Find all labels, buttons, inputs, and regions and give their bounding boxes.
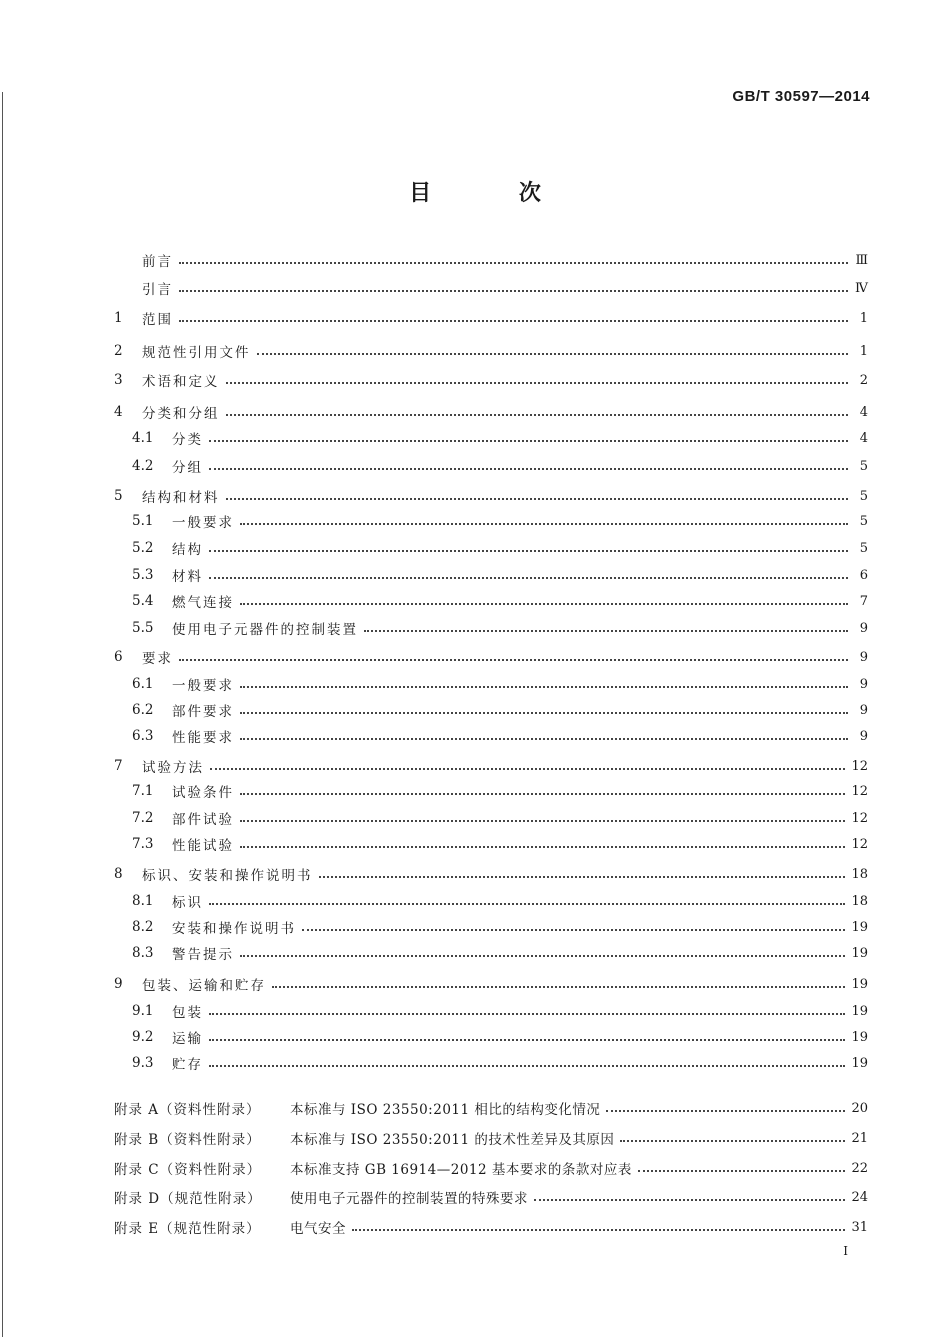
- dot-leader: [209, 439, 848, 442]
- toc-entry[interactable]: [114, 590, 868, 612]
- dot-leader: [179, 658, 848, 661]
- toc-entry-title: 部件试验: [172, 812, 234, 828]
- dot-leader: [240, 522, 848, 525]
- toc-entry-page: 9: [859, 649, 868, 665]
- dot-leader: [240, 954, 845, 957]
- toc-entry-page: 18: [851, 893, 868, 909]
- standard-code: GB/T 30597—2014: [732, 88, 870, 105]
- dot-leader: [352, 1228, 845, 1231]
- toc-entry-number: 2: [114, 343, 123, 359]
- dot-leader: [240, 792, 845, 795]
- dot-leader: [272, 985, 845, 988]
- appendix-page: 21: [851, 1130, 868, 1146]
- toc-entry[interactable]: [114, 401, 868, 423]
- toc-entry[interactable]: [114, 510, 868, 532]
- toc-entry-number: 7.3: [132, 836, 154, 852]
- toc-entry[interactable]: [114, 249, 868, 271]
- toc-entry[interactable]: [114, 916, 868, 938]
- toc-entry-title: 燃气连接: [172, 595, 234, 611]
- toc-entry-title: 要求: [142, 651, 173, 667]
- dot-leader: [209, 1038, 845, 1041]
- toc-entry-page: 12: [851, 758, 868, 774]
- toc-entry[interactable]: [114, 369, 868, 391]
- toc-entry-title: 前言: [142, 254, 173, 270]
- toc-entry-title: 分类: [172, 432, 203, 448]
- dot-leader: [364, 629, 848, 632]
- toc-entry[interactable]: [114, 485, 868, 507]
- toc-entry-title: 分类和分组: [142, 406, 220, 422]
- toc-entry-title: 部件要求: [172, 704, 234, 720]
- toc-entry-title: 性能要求: [172, 730, 234, 746]
- dot-leader: [240, 845, 845, 848]
- toc-entry[interactable]: [114, 673, 868, 695]
- toc-entry[interactable]: [114, 277, 868, 299]
- toc-entry-page: 9: [859, 728, 868, 744]
- toc-entry-number: 1: [114, 310, 123, 326]
- dot-leader: [226, 381, 849, 384]
- toc-entry-page: 19: [851, 1003, 868, 1019]
- toc-appendix-entry[interactable]: [114, 1097, 868, 1119]
- appendix-label: 附录 B（资料性附录）: [114, 1132, 261, 1148]
- toc-entry-page: 5: [859, 458, 868, 474]
- toc-entry-page: 19: [851, 919, 868, 935]
- toc-entry-title: 运输: [172, 1031, 203, 1047]
- toc-entry-number: 6.3: [132, 728, 154, 744]
- toc-entry-page: 9: [859, 676, 868, 692]
- dot-leader: [240, 685, 848, 688]
- toc-appendix-entry[interactable]: [114, 1157, 868, 1179]
- toc-entry-page: 6: [859, 567, 868, 583]
- appendix-label: 附录 E（规范性附录）: [114, 1221, 261, 1237]
- toc-entry-number: 9.2: [132, 1029, 154, 1045]
- toc-entry-title: 安装和操作说明书: [172, 921, 296, 937]
- toc-entry-number: 7: [114, 758, 123, 774]
- toc-entry-number: 8: [114, 866, 123, 882]
- toc-entry[interactable]: [114, 455, 868, 477]
- dot-leader: [209, 576, 848, 579]
- toc-entry[interactable]: [114, 699, 868, 721]
- toc-entry[interactable]: [114, 340, 868, 362]
- toc-entry-number: 5.4: [132, 593, 154, 609]
- toc-entry[interactable]: [114, 646, 868, 668]
- dot-leader: [240, 819, 845, 822]
- dot-leader: [240, 737, 848, 740]
- toc-entry-title: 范围: [142, 312, 173, 328]
- toc-entry-page: 1: [859, 343, 868, 359]
- dot-leader: [606, 1109, 845, 1112]
- toc-entry-number: 5.2: [132, 540, 154, 556]
- toc-entry-page: 18: [851, 866, 868, 882]
- toc-entry-number: 6.2: [132, 702, 154, 718]
- toc-entry-title: 试验条件: [172, 785, 234, 801]
- toc-entry-title: 结构和材料: [142, 490, 220, 506]
- toc-entry-page: 4: [859, 430, 868, 446]
- appendix-label: 附录 C（资料性附录）: [114, 1162, 262, 1178]
- toc-entry-page: 19: [851, 945, 868, 961]
- toc-entry[interactable]: [114, 725, 868, 747]
- page-title: 目 次: [409, 181, 581, 206]
- toc-entry-title: 包装、运输和贮存: [142, 978, 266, 994]
- toc-entry[interactable]: [114, 617, 868, 639]
- toc-entry-page: 1: [859, 310, 868, 326]
- toc-entry-number: 7.2: [132, 810, 154, 826]
- toc-entry-number: 5.5: [132, 620, 154, 636]
- toc-entry-title: 性能试验: [172, 838, 234, 854]
- dot-leader: [319, 875, 846, 878]
- toc-entry[interactable]: [114, 833, 868, 855]
- appendix-title: 电气安全: [290, 1221, 346, 1237]
- toc-entry-title: 标识、安装和操作说明书: [142, 868, 313, 884]
- toc-entry-title: 贮存: [172, 1057, 203, 1073]
- toc-entry-page: 12: [851, 783, 868, 799]
- dot-leader: [179, 289, 848, 292]
- dot-leader: [209, 902, 845, 905]
- toc-entry[interactable]: [114, 564, 868, 586]
- dot-leader: [534, 1198, 845, 1201]
- dot-leader: [226, 497, 849, 500]
- toc-entry-page: 12: [851, 836, 868, 852]
- toc-entry-page: 19: [851, 1029, 868, 1045]
- toc-entry-number: 8.1: [132, 893, 154, 909]
- toc-entry-page: 4: [859, 404, 868, 420]
- toc-entry-number: 5.3: [132, 567, 154, 583]
- toc-appendix-entry[interactable]: [114, 1127, 868, 1149]
- dot-leader: [240, 711, 848, 714]
- toc-entry[interactable]: [114, 807, 868, 829]
- toc-entry[interactable]: [114, 427, 868, 449]
- toc-entry-title: 术语和定义: [142, 374, 220, 390]
- toc-entry-number: 6: [114, 649, 123, 665]
- toc-entry-page: 9: [859, 702, 868, 718]
- toc-entry-page: 5: [859, 540, 868, 556]
- toc-entry-title: 结构: [172, 542, 203, 558]
- dot-leader: [179, 319, 848, 322]
- toc-entry-page: 12: [851, 810, 868, 826]
- appendix-page: 24: [851, 1189, 868, 1205]
- toc-entry-page: 5: [859, 488, 868, 504]
- toc-entry-title: 一般要求: [172, 515, 234, 531]
- appendix-page: 31: [851, 1219, 868, 1235]
- toc-entry-number: 8.3: [132, 945, 154, 961]
- toc-entry[interactable]: [114, 780, 868, 802]
- dot-leader: [209, 549, 848, 552]
- toc-entry-title: 使用电子元器件的控制装置: [172, 622, 358, 638]
- toc-entry[interactable]: [114, 307, 868, 329]
- toc-entry-number: 5: [114, 488, 123, 504]
- toc-entry[interactable]: [114, 890, 868, 912]
- toc-entry-page: 19: [851, 1055, 868, 1071]
- dot-leader: [240, 602, 848, 605]
- toc-entry[interactable]: [114, 973, 868, 995]
- dot-leader: [620, 1139, 845, 1142]
- dot-leader: [209, 1012, 845, 1015]
- appendix-title: 使用电子元器件的控制装置的特殊要求: [290, 1191, 528, 1207]
- toc-entry-title: 标识: [172, 895, 203, 911]
- table-of-contents: [114, 0, 868, 1300]
- toc-entry-title: 引言: [142, 282, 173, 298]
- toc-entry-page: Ⅳ: [855, 280, 868, 296]
- toc-entry-title: 规范性引用文件: [142, 345, 251, 361]
- toc-entry-number: 4.2: [132, 458, 154, 474]
- appendix-page: 22: [851, 1160, 868, 1176]
- dot-leader: [226, 413, 849, 416]
- toc-entry[interactable]: [114, 537, 868, 559]
- dot-leader: [209, 1064, 845, 1067]
- appendix-title: 本标准与 ISO 23550:2011 的技术性差异及其原因: [290, 1132, 615, 1148]
- appendix-label: 附录 A（资料性附录）: [114, 1102, 261, 1118]
- toc-entry[interactable]: [114, 1000, 868, 1022]
- toc-entry[interactable]: [114, 755, 868, 777]
- toc-entry-number: 4.1: [132, 430, 154, 446]
- toc-entry-number: 6.1: [132, 676, 154, 692]
- toc-entry-number: 5.1: [132, 513, 154, 529]
- dot-leader: [179, 261, 848, 264]
- toc-entry-title: 包装: [172, 1005, 203, 1021]
- toc-entry-page: 19: [851, 976, 868, 992]
- toc-entry-page: 9: [859, 620, 868, 636]
- dot-leader: [210, 767, 845, 770]
- dot-leader: [302, 928, 845, 931]
- toc-entry-title: 材料: [172, 569, 203, 585]
- toc-entry[interactable]: [114, 863, 868, 885]
- dot-leader: [257, 352, 849, 355]
- dot-leader: [209, 467, 848, 470]
- toc-entry[interactable]: [114, 1052, 868, 1074]
- dot-leader: [638, 1169, 846, 1172]
- toc-entry-number: 3: [114, 372, 123, 388]
- toc-entry-title: 警告提示: [172, 947, 234, 963]
- toc-entry-number: 9.1: [132, 1003, 154, 1019]
- toc-appendix-entry[interactable]: [114, 1216, 868, 1238]
- toc-entry-page: Ⅲ: [855, 252, 868, 268]
- appendix-label: 附录 D（规范性附录）: [114, 1191, 262, 1207]
- toc-entry-title: 试验方法: [142, 760, 204, 776]
- toc-entry-number: 9: [114, 976, 123, 992]
- toc-entry-number: 7.1: [132, 783, 154, 799]
- toc-entry[interactable]: [114, 1026, 868, 1048]
- appendix-page: 20: [851, 1100, 868, 1116]
- page-number: I: [843, 1244, 848, 1258]
- appendix-title: 本标准与 ISO 23550:2011 相比的结构变化情况: [290, 1102, 601, 1118]
- toc-entry-number: 8.2: [132, 919, 154, 935]
- scan-edge-line: [2, 92, 3, 1337]
- toc-entry-number: 4: [114, 404, 123, 420]
- toc-entry-page: 5: [859, 513, 868, 529]
- toc-entry[interactable]: [114, 942, 868, 964]
- toc-entry-title: 一般要求: [172, 678, 234, 694]
- toc-appendix-entry[interactable]: [114, 1186, 868, 1208]
- appendix-title: 本标准支持 GB 16914—2012 基本要求的条款对应表: [290, 1162, 632, 1178]
- toc-entry-title: 分组: [172, 460, 203, 476]
- toc-entry-page: 7: [859, 593, 868, 609]
- toc-entry-number: 9.3: [132, 1055, 154, 1071]
- toc-entry-page: 2: [859, 372, 868, 388]
